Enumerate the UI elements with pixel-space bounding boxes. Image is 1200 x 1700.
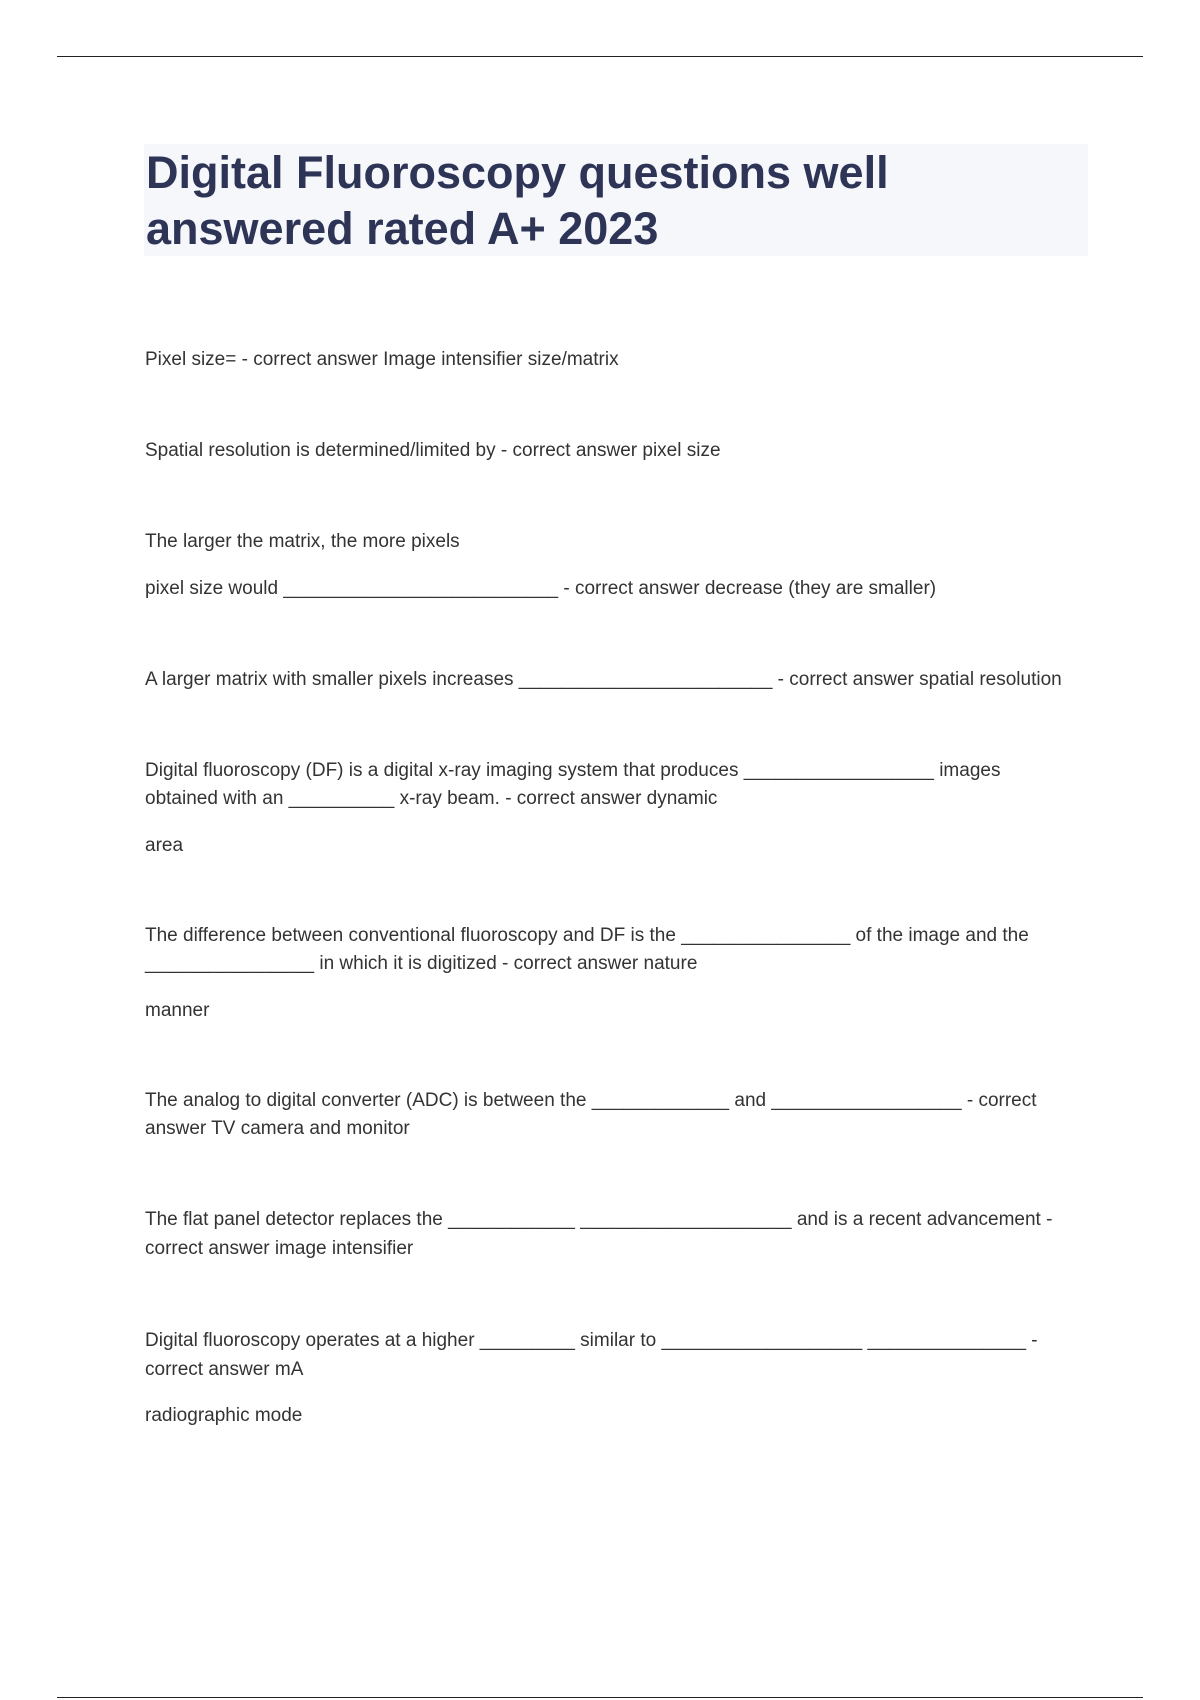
text-line: pixel size would __________________________ - correct answer decrease (they are smaller) [145,578,937,599]
text-line: answer TV camera and monitor [145,1118,410,1139]
text-line: Pixel size= - correct answer Image intensifier size/matrix [145,349,619,370]
text-line: A larger matrix with smaller pixels increases ________________________ - correct answer spatial resolution [145,669,1062,690]
text-line: The difference between conventional fluoroscopy and DF is the ________________ of the image and the [145,925,1029,946]
text-line: The analog to digital converter (ADC) is between the _____________ and __________________ - correct [145,1090,1037,1111]
text-line: radiographic mode [145,1405,303,1426]
text-line: area [145,835,184,856]
title-banner [144,144,1088,256]
text-line: correct answer image intensifier [145,1238,414,1259]
bottom-rule [57,1697,1143,1698]
text-line: Spatial resolution is determined/limited by - correct answer pixel size [145,440,721,461]
text-line: manner [145,1000,210,1021]
page-title: Digital Fluoroscopy questions well answered rated A+ 2023 [146,147,889,254]
text-line: obtained with an __________ x-ray beam. - correct answer dynamic [145,788,718,809]
top-rule [57,56,1143,57]
text-line: correct answer mA [145,1359,304,1380]
text-line: Digital fluoroscopy (DF) is a digital x-ray imaging system that produces __________________ images [145,760,1001,781]
text-line: The larger the matrix, the more pixels [145,531,460,552]
text-line: ________________ in which it is digitized - correct answer nature [145,953,698,974]
text-line: Digital fluoroscopy operates at a higher _________ similar to ___________________ _______________ - [145,1330,1038,1351]
text-line: The flat panel detector replaces the ____________ ____________________ and is a recent advancement - [145,1209,1053,1230]
